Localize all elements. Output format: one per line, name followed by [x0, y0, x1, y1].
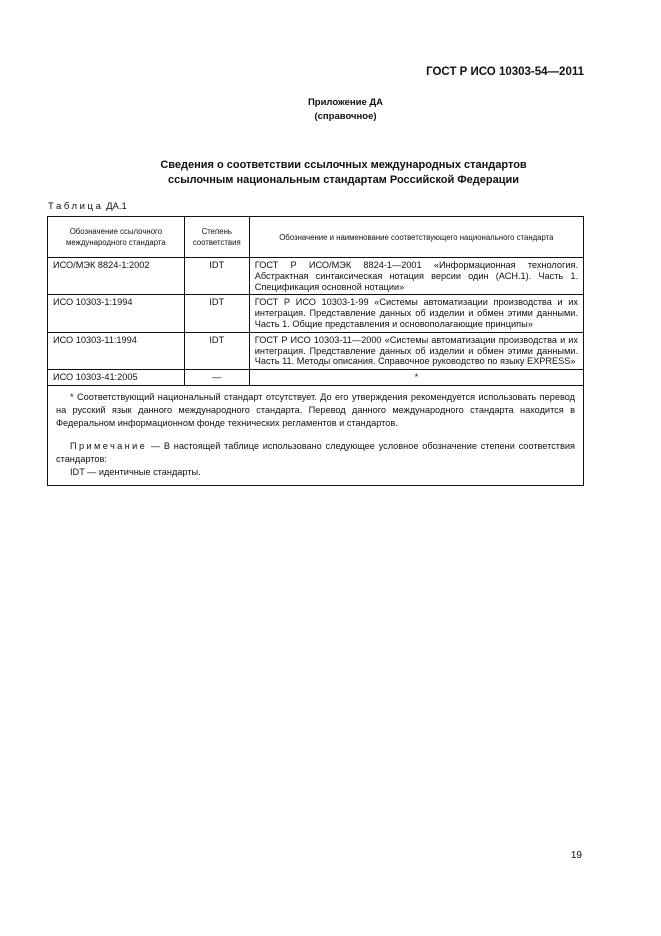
- column-header-international: Обозначение ссылочного международного стандарта: [48, 217, 185, 258]
- cell-degree: IDT: [184, 258, 249, 295]
- table-caption-number: ДА.1: [106, 201, 127, 212]
- cell-degree: IDT: [184, 295, 249, 332]
- cell-international: ИСО/МЭК 8824-1:2002: [48, 258, 185, 295]
- document-code: ГОСТ Р ИСО 10303-54—2011: [426, 66, 584, 78]
- footnote-text: * Соответствующий национальный стандарт отсутствует. До его утверждения рекомендуется использовать перевод на русский язык данного международного стандарта. Перевод данного международного стандарта находится в Федеральном информационном фонде технических регламентов и стандартов.: [56, 391, 575, 428]
- heading-line-1: Сведения о соответствии ссылочных международных стандартов: [160, 159, 527, 171]
- column-header-national: Обозначение и наименование соответствующего национального стандарта: [249, 217, 583, 258]
- cell-degree: IDT: [184, 332, 249, 369]
- column-header-degree: Степень соответствия: [184, 217, 249, 258]
- table-row: [48, 370, 584, 386]
- table-footnote-row: [48, 385, 584, 485]
- appendix-subtitle: (справочное): [314, 111, 377, 122]
- table-header-row: [48, 217, 584, 258]
- heading-line-2: ссылочным национальным стандартам Российской Федерации: [167, 174, 520, 186]
- note-idt-definition: IDT — идентичные стандарты.: [70, 466, 201, 477]
- cell-national: *: [249, 370, 583, 386]
- cell-international: ИСО 10303-41:2005: [48, 370, 185, 386]
- cell-national: ГОСТ Р ИСО/МЭК 8824-1—2001 «Информационная технология. Абстрактная синтаксическая нотация версии один (АСН.1). Часть 1. Спецификация основной нотации»: [249, 258, 583, 295]
- note-paragraph: [56, 440, 575, 466]
- footnote-cell: [48, 385, 584, 485]
- table-caption: [48, 201, 127, 212]
- table-row: [48, 332, 584, 369]
- note-text: — В настоящей таблице использовано следующее условное обозначение степени соответствия стандартов:: [56, 440, 575, 464]
- cell-national: ГОСТ Р ИСО 10303-1-99 «Системы автоматизации производства и их интеграция. Представление данных об изделии и обмен этими данными. Часть 1. Общие представления и основополагающие принципы»: [249, 295, 583, 332]
- correspondence-table: [47, 216, 584, 486]
- page-number: 19: [570, 850, 582, 861]
- cell-degree: —: [184, 370, 249, 386]
- table-caption-word: Таблица: [48, 201, 104, 212]
- appendix-block: [0, 96, 661, 124]
- note-label: Примечание: [70, 440, 148, 451]
- cell-international: ИСО 10303-1:1994: [48, 295, 185, 332]
- cell-national: ГОСТ Р ИСО 10303-11—2000 «Системы автоматизации производства и их интеграция. Представление данных об изделии и обмен этими данными. Часть 11. Методы описания. Справочное руководство по языку EXPRESS»: [249, 332, 583, 369]
- appendix-title: Приложение ДА: [307, 97, 384, 108]
- table-row: [48, 295, 584, 332]
- table-row: [48, 258, 584, 295]
- cell-international: ИСО 10303-11:1994: [48, 332, 185, 369]
- section-heading: [0, 158, 661, 188]
